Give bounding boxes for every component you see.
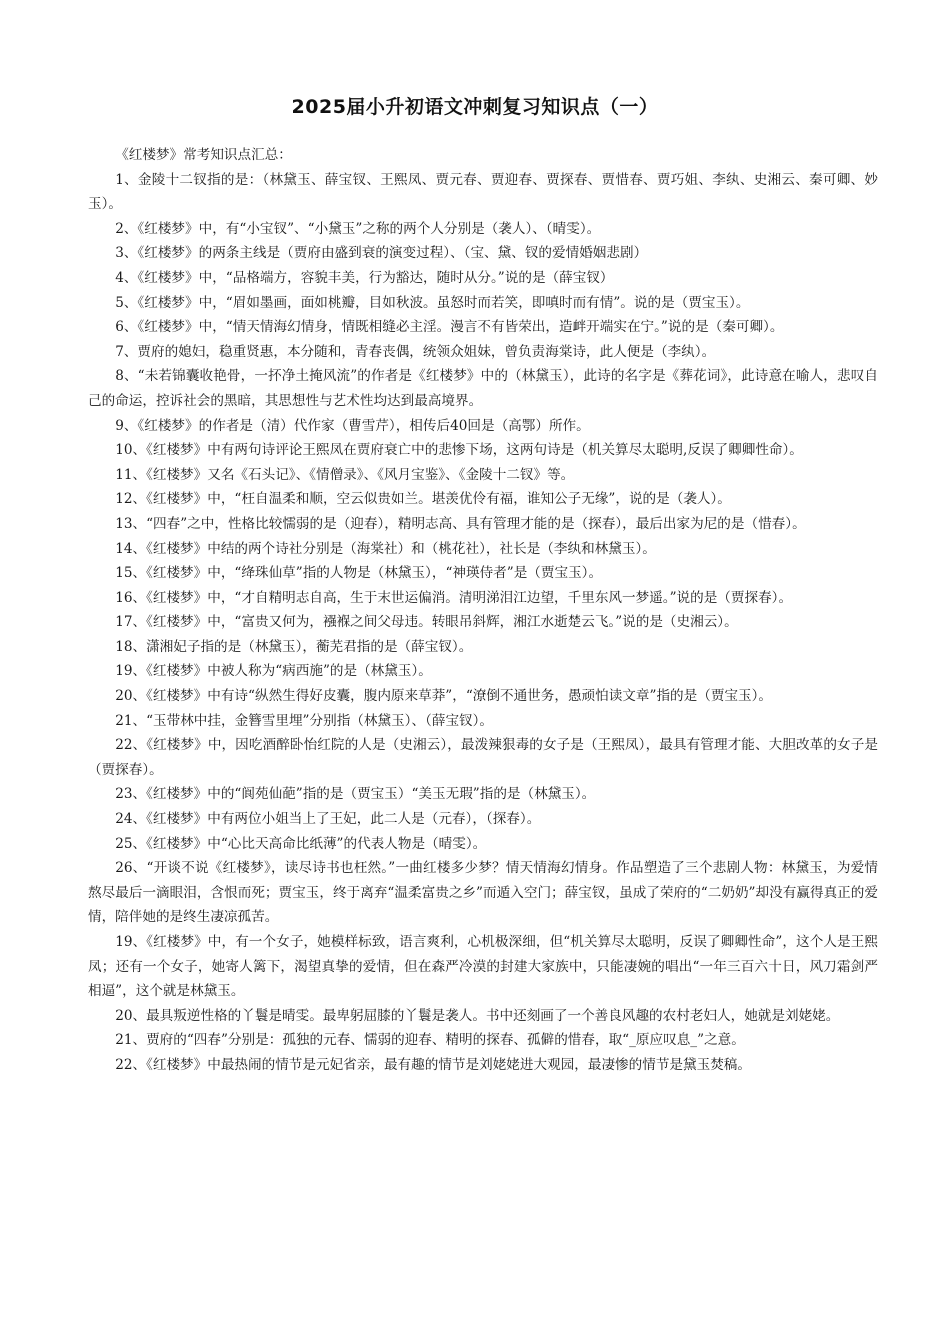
page-title: 2025届小升初语文冲刺复习知识点（一） — [291, 96, 659, 118]
knowledge-point: 10、《红楼梦》中有两句诗评论王熙凤在贾府衰亡中的悲惨下场，这两句诗是（机关算尽太聪明,反误了卿卿性命）。 — [115, 442, 803, 459]
knowledge-point: 14、《红楼梦》中结的两个诗社分别是（海棠社）和（桃花社），社长是（李纨和林黛玉）。 — [115, 540, 656, 557]
knowledge-point: 19、《红楼梦》中被人称为“病西施”的是（林黛玉）。 — [115, 663, 432, 680]
knowledge-point: 24、《红楼梦》中有两位小姐当上了王妃，此二人是（元春），（探春）。 — [115, 811, 541, 828]
knowledge-point: 15、《红楼梦》中，“绛珠仙草”指的人物是（林黛玉），“神瑛侍者”是（贾宝玉）。 — [115, 565, 603, 582]
knowledge-point: 8、“未若锦囊收艳骨，一抔净土掩风流”的作者是《红楼梦》中的（林黛玉），此诗的名字是《葬花词》，此诗意在喻人，悲叹自己的命运，控诉社会的黑暗，其思想性与艺术性均达到最高境界。 — [88, 368, 878, 409]
knowledge-point: 3、《红楼梦》的两条主线是（贾府由盛到衰的演变过程）、（宝、黛、钗的爱情婚姻悲剧） — [115, 245, 648, 262]
knowledge-point: 4、《红楼梦》中，“品格端方，容貌丰美，行为豁达，随时从分。”说的是（薛宝钗） — [115, 269, 614, 286]
knowledge-point: 16、《红楼梦》中，“才自精明志自高，生于末世运偏消。清明涕泪江边望，千里东风一梦遥。”说的是（贾探春）。 — [115, 589, 793, 606]
knowledge-point: 17、《红楼梦》中，“富贵又何为，襁褓之间父母违。转眼吊斜辉，湘江水逝楚云飞。”说的是（史湘云）。 — [115, 614, 738, 631]
knowledge-point: 20、《红楼梦》中有诗“纵然生得好皮囊，腹内原来草莽”，“潦倒不通世务，愚顽怕读文章”指的是（贾宝玉）。 — [115, 688, 772, 705]
knowledge-point: 7、贾府的媳妇，稳重贤惠，本分随和，青春丧偶，统领众姐妹，曾负责海棠诗，此人便是（李纨）。 — [115, 343, 716, 360]
knowledge-point: 23、《红楼梦》中的“阆苑仙葩”指的是（贾宝玉）“美玉无瑕”指的是（林黛玉）。 — [115, 786, 596, 803]
knowledge-point: 12、《红楼梦》中，“枉自温柔和顺，空云似贵如兰。堪羡优伶有福，谁知公子无缘”，说的是（袭人）。 — [115, 491, 731, 508]
knowledge-point: 13、“四春”之中，性格比较懦弱的是（迎春），精明志高、具有管理才能的是（探春），最后出家为尼的是（惜春）。 — [115, 515, 806, 532]
knowledge-point: 5、《红楼梦》中，“眉如墨画，面如桃瓣，目如秋波。虽怒时而若笑，即嗔时而有情”。说的是（贾宝玉）。 — [115, 294, 750, 311]
knowledge-point: 21、“玉带林中挂，金簪雪里埋”分别指（林黛玉）、（薛宝钗）。 — [115, 712, 494, 729]
knowledge-point: 19、《红楼梦》中，有一个女子，她模样标致，语言爽利，心机极深细，但“机关算尽太聪明，反误了卿卿性命”，这个人是王熙凤；还有一个女子，她寄人篱下，渴望真挚的爱情，但在森严冷漠的封建大家族中，只能凄婉的唱出“一年三百六十日，风刀霜剑严相逼”，这个就是林黛玉。 — [88, 934, 878, 1000]
knowledge-point: 18、潇湘妃子指的是（林黛玉），蘅芜君指的是（薛宝钗）。 — [115, 638, 473, 655]
knowledge-point: 25、《红楼梦》中“心比天高命比纸薄”的代表人物是（晴雯）。 — [115, 835, 487, 852]
section-heading: 《红楼梦》常考知识点汇总： — [115, 147, 292, 163]
document-body — [88, 143, 878, 1078]
knowledge-point: 21、贾府的“四春”分别是：孤独的元春、懦弱的迎春、精明的探春、孤僻的惜春，取“_原应叹息_”之意。 — [115, 1032, 745, 1049]
knowledge-point: 6、《红楼梦》中，“情天情海幻情身，情既相缝必主淫。漫言不有皆荣出，造衅开端实在宁。”说的是（秦可卿）。 — [115, 319, 784, 336]
knowledge-point: 22、《红楼梦》中，因吃酒醉卧怡红院的人是（史湘云），最泼辣狠毒的女子是（王熙凤），最具有管理才能、大胆改革的女子是（贾探春）。 — [88, 737, 878, 778]
knowledge-point: 11、《红楼梦》又名《石头记》、《情僧录》、《风月宝鉴》、《金陵十二钗》等。 — [115, 466, 575, 483]
knowledge-point: 1、金陵十二钗指的是：（林黛玉、薛宝钗、王熙凤、贾元春、贾迎春、贾探春、贾惜春、贾巧姐、李纨、史湘云、秦可卿、妙玉）。 — [88, 171, 878, 213]
knowledge-point: 9、《红楼梦》的作者是（清）代作家（曹雪芹），相传后40回是（高鄂）所作。 — [115, 417, 590, 434]
knowledge-point: 22、《红楼梦》中最热闹的情节是元妃省亲，最有趣的情节是刘姥姥进大观园，最凄惨的情节是黛玉焚稿。 — [115, 1056, 751, 1073]
knowledge-point: 2、《红楼梦》中，有“小宝钗”、“小黛玉”之称的两个人分别是（袭人）、（晴雯）。 — [115, 220, 601, 237]
knowledge-point: 26、“开谈不说《红楼梦》，读尽诗书也枉然。”一曲红楼多少梦？情天情海幻情身。作品塑造了三个悲剧人物：林黛玉，为爱情熬尽最后一滴眼泪，含恨而死；贾宝玉，终于离弃“温柔富贵之乡”而遁入空门；薛宝钗，虽成了荣府的“二奶奶”却没有赢得真正的爱情，陪伴她的是终生凄凉孤苦。 — [88, 860, 878, 926]
knowledge-point: 20、最具叛逆性格的丫鬟是晴雯。最卑躬屈膝的丫鬟是袭人。书中还刻画了一个善良风趣的农村老妇人，她就是刘姥姥。 — [115, 1007, 840, 1024]
